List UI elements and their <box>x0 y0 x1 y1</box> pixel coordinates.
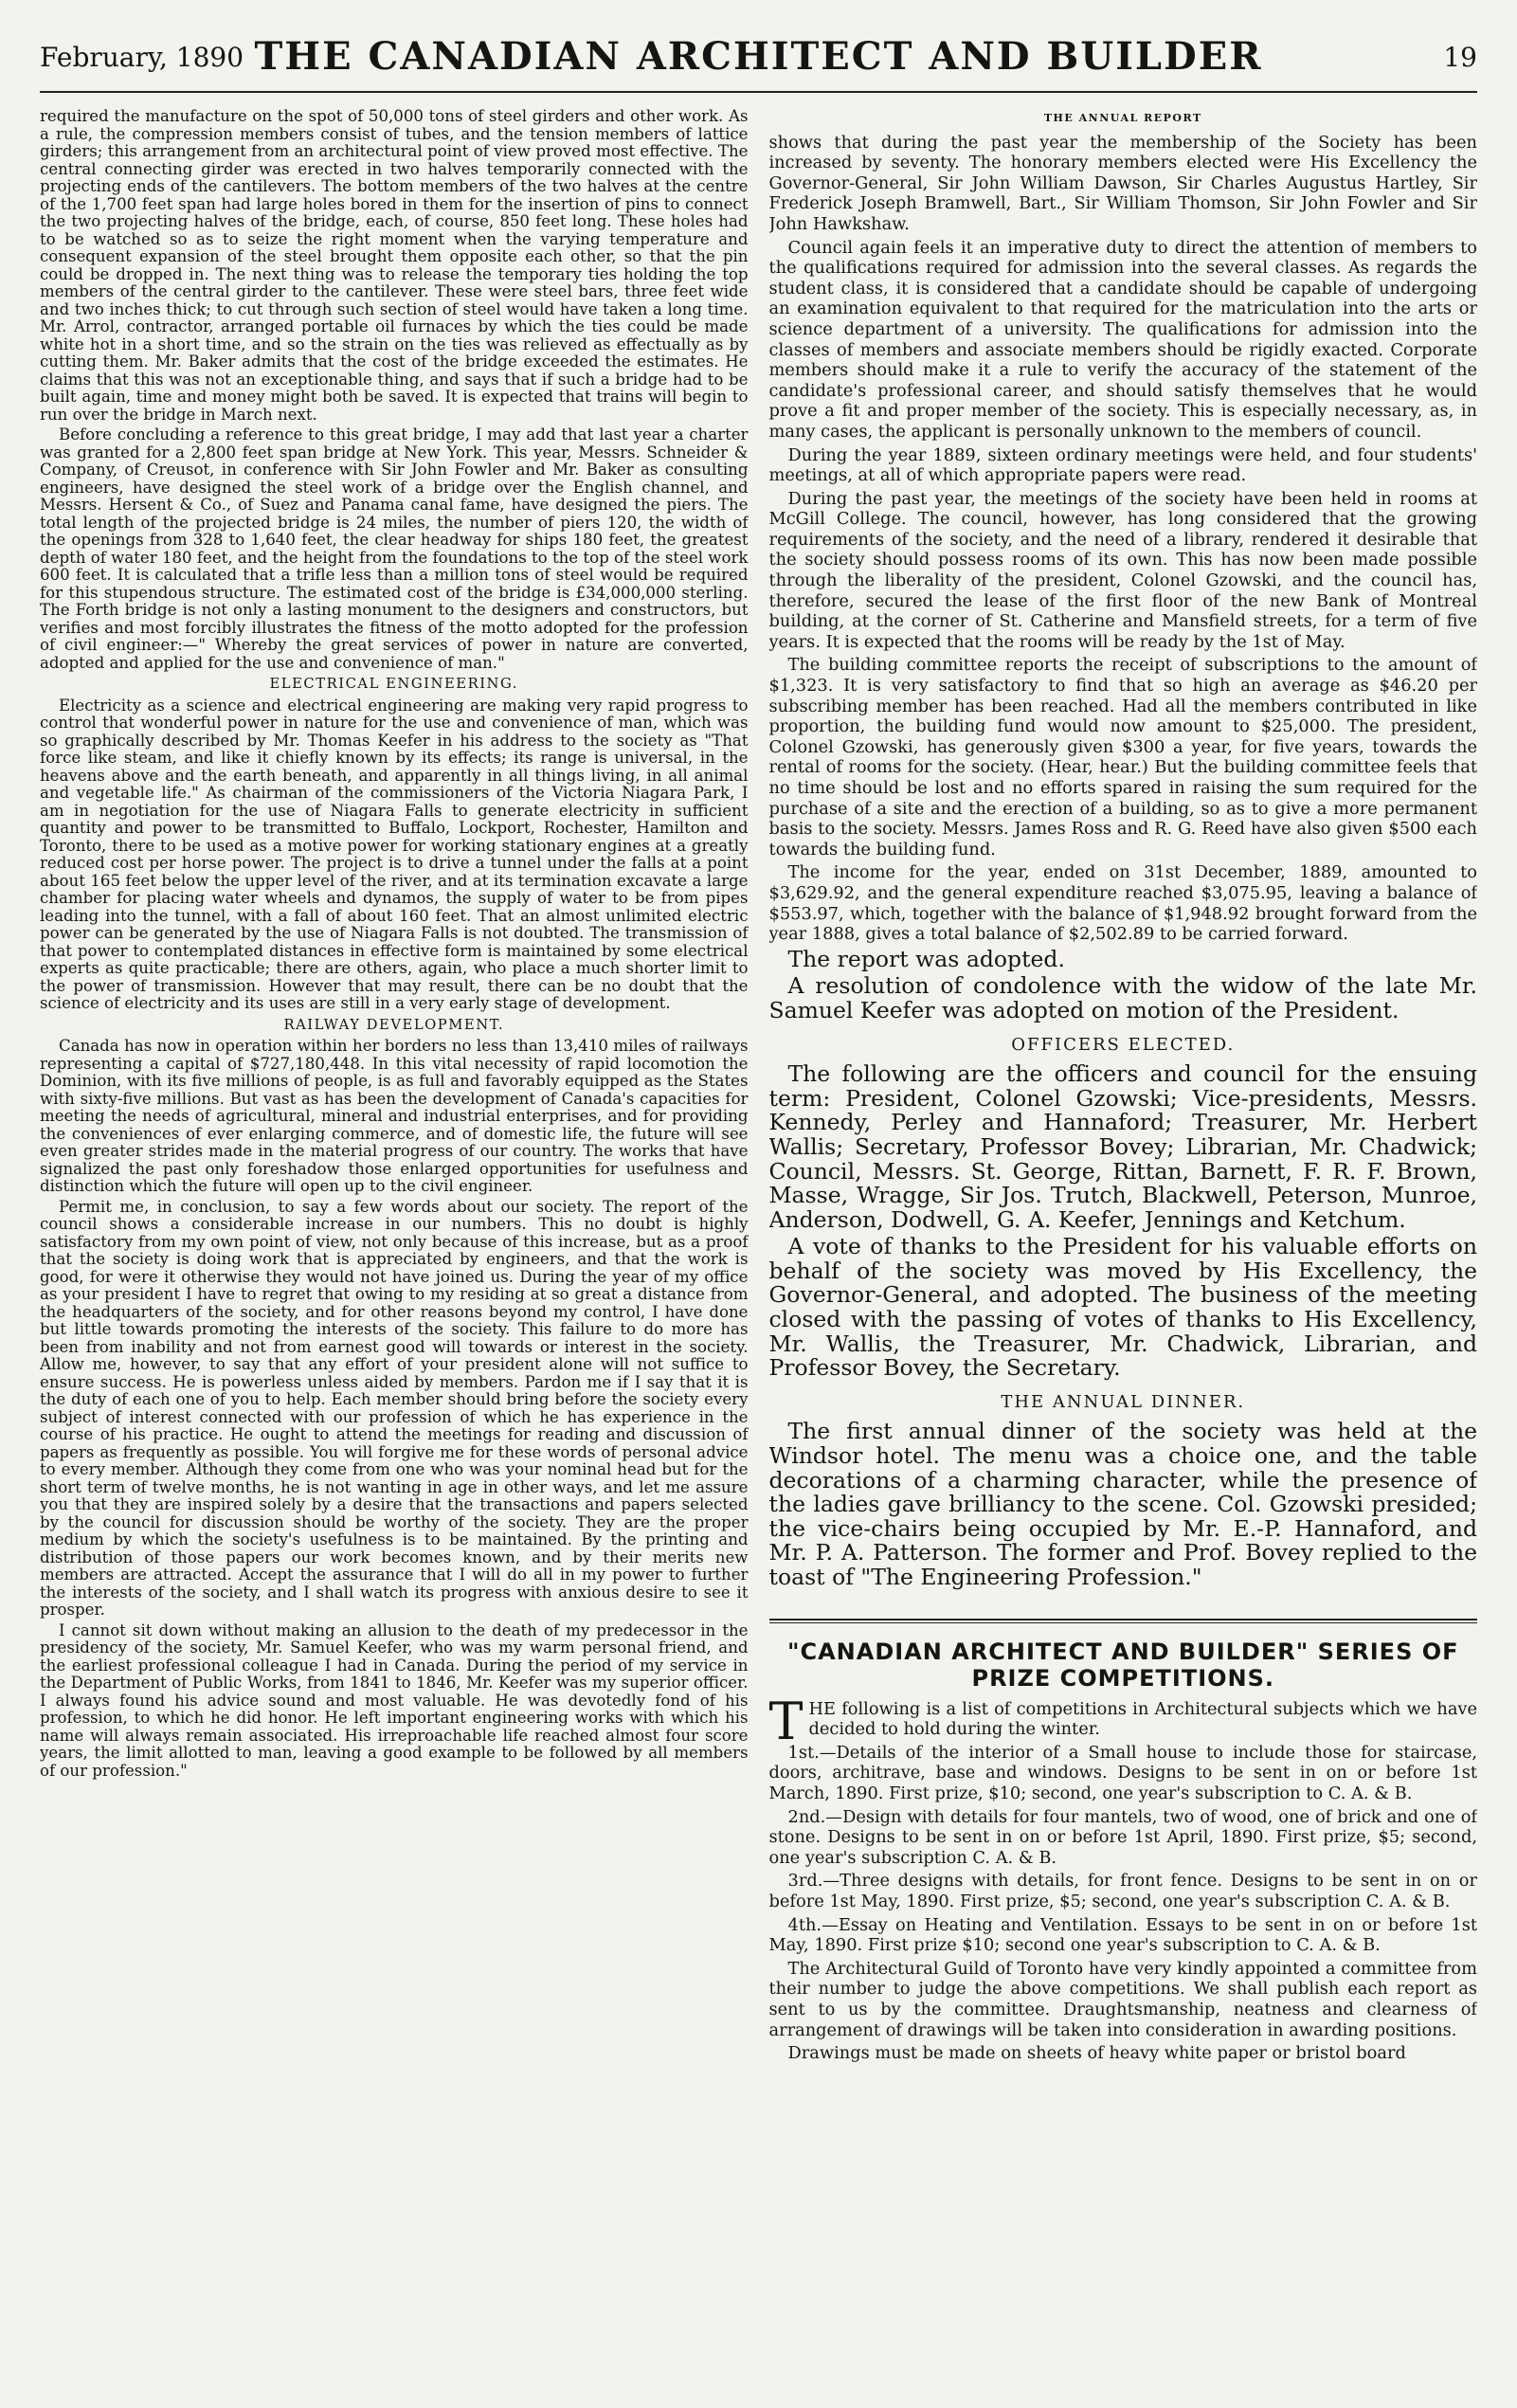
paragraph: shows that during the past year the membership of the Society has been increased by seventy. The honorary members elected were His Excellency the Governor-General, Sir John William Dawson, Sir Charles Augustus Hartley, Sir Frederick Joseph Bramwell, Bart., Sir William Thomson, Sir John Fowler and Sir John Hawkshaw. <box>768 132 1477 234</box>
page-header <box>40 28 1477 93</box>
competition-item: 2nd.—Design with details for four mantels, two of wood, one of brick and one of stone. Designs to be sent in on or before 1st April, 1890. First prize, $5; second, one year's subscription C. A. & B. <box>768 1806 1477 1868</box>
paragraph: The following are the officers and council for the ensuing term: President, Colonel Gzowski; Vice-presidents, Messrs. Kennedy, Perley and Hannaford; Treasurer, Mr. Herbert Wallis; Secretary, Professor Bovey; Librarian, Mr. Chadwick; Council, Messrs. St. George, Rittan, Barnett, F. R. F. Brown, Masse, Wragge, Sir Jos. Trutch, Blackwell, Peterson, Munroe, Anderson, Dodwell, G. A. Keefer, Jennings and Ketchum. <box>768 1060 1477 1233</box>
issue-date: February, 1890 <box>40 42 244 73</box>
paragraph: A resolution of condolence with the widow of the late Mr. Samuel Keefer was adopted on motion of the President. <box>768 972 1477 1023</box>
section-heading-dinner: THE ANNUAL DINNER. <box>1001 1391 1246 1412</box>
section-heading-electrical: ELECTRICAL ENGINEERING. <box>269 676 519 692</box>
section-heading-officers: OFFICERS ELECTED. <box>1011 1034 1236 1055</box>
intro-text: HE following is a list of competitions in Architectural subjects which we have decided to hold during the winter. <box>808 1698 1477 1740</box>
paragraph: A vote of thanks to the President for his valuable efforts on behalf of the society was moved by His Excellency, the Governor-General, and adopted. The business of the meeting closed with the passing of votes of thanks to His Excellency, Mr. Wallis, the Treasurer, Mr. Chadwick, Librarian, and Professor Bovey, the Secretary. <box>768 1233 1477 1382</box>
paragraph: The first annual dinner of the society was held at the Windsor hotel. The menu was a choice one, and the table decorations of a charming character, while the presence of the ladies gave brilliancy to the scene. Col. Gzowski presided; the vice-chairs being occupied by Mr. E.-P. Hannaford, and Mr. P. A. Patterson. The former and Prof. Bovey replied to the toast of "The Engineering Profession." <box>768 1418 1477 1590</box>
paragraph: required the manufacture on the spot of 50,000 tons of steel girders and other work. As a rule, the compression members consist of tubes, and the tension members of lattice girders; this arrangement from an architectural point of view proved most effective. The central connecting girder was erected in two halves temporarily connected with the projecting ends of the cantilevers. The bottom members of the two halves at the centre of the 1,700 feet span had large holes bored in them for the insertion of pins to connect the two projecting halves of the bridge, each, of course, 850 feet long. These holes had to be watched so as to seize the right moment when the varying temperature and consequent expansion of the steel brought them opposite each other, so that the pin could be dropped in. The next thing was to release the temporary ties holding the top members of the central girder to the cantilever. These were steel bars, three feet wide and two inches thick; to cut through such section of steel would have taken a long time. Mr. Arrol, contractor, arranged portable oil furnaces by which the ties could be made white hot in a short time, and so the strain on the ties was relieved as effectually as by cutting them. Mr. Baker admits that the cost of the bridge exceeded the estimates. He claims that this was not an exceptionable thing, and says that if such a bridge had to be built again, time and money might both be saved. It is expected that trains will begin to run over the bridge in March next. <box>40 108 749 424</box>
columns <box>40 93 1477 2067</box>
drop-cap: T <box>768 1691 804 1751</box>
paragraph: The building committee reports the receipt of subscriptions to the amount of $1,323. It is very satisfactory to find that so high an average as $46.20 per subscribing member has been reached. Had all the members contributed in like proportion, the building fund would now amount to $25,000. The president, Colonel Gzowski, has generously given $300 a year, for five years, towards the rental of rooms for the society. (Hear, hear.) But the building committee feels that no time should be lost and no efforts spared in raising the sum required for the purchase of a site and the erection of a building, so as to give a more permanent basis to the society. Messrs. James Ross and R. G. Reed have also given $500 each towards the building fund. <box>768 655 1477 860</box>
competition-item: 3rd.—Three designs with details, for front fence. Designs to be sent in on or before 1st May, 1890. First prize, $5; second, one year's subscription C. A. & B. <box>768 1871 1477 1911</box>
divider <box>769 1622 1478 1623</box>
page-number: 19 <box>1443 42 1477 73</box>
intro-paragraph <box>768 1691 1478 1751</box>
paragraph: During the past year, the meetings of the society have been held in rooms at McGill College. The council, however, has long considered that the growing requirements of the society, and the need of a library, rendered it desirable that the society should possess rooms of its own. This has now been made possible through the liberality of the president, Colonel Gzowski, and the council has, therefore, secured the lease of the first floor of the new Bank of Montreal building, at the corner of St. Catherine and Mansfield streets, for a term of five years. It is expected that the rooms will be ready by the 1st of May. <box>768 488 1477 652</box>
paragraph: Electricity as a science and electrical engineering are making very rapid progress to control that wonderful power in nature for the use and convenience of man, which was so graphically described by Mr. Thomas Keefer in his address to the society as "That force like steam, and like it chiefly known by its effects; its range is universal, in the heavens above and the earth beneath, and apparently in all things living, in all animal and vegetable life." As chairman of the commissioners of the Victoria Niagara Park, I am in negotiation for the use of Niagara Falls to generate electricity in sufficient quantity and power to be transmitted to Buffalo, Lockport, Rochester, Hamilton and Toronto, there to be used as a motive power for working stationary engines at a greatly reduced cost per horse power. The project is to drive a tunnel under the falls at a point about 165 feet below the upper level of the river, and at its termination excavate a large chamber for placing water wheels and dynamos, the supply of water to be from pipes leading into the tunnel, with a fall of about 160 feet. That an almost unlimited electric power can be generated by the use of Niagara Falls is not doubted. The transmission of that power to contemplated distances in effective form is maintained by some electrical experts as quite practicable; there are others, again, who place a much shorter limit to the power of transmission. However that may result, there can be no doubt that the science of electricity and its uses are still in a very early stage of development. <box>40 696 749 1012</box>
paragraph: I cannot sit down without making an allusion to the death of my predecessor in the presidency of the society, Mr. Samuel Keefer, who was my warm personal friend, and the earliest professional colleague I had in Canada. During the period of my service in the Department of Public Works, from 1841 to 1846, Mr. Keefer was my superior officer. I always found his advice sound and most valuable. He was devotedly fond of his profession, to which he did honor. He left important engineering works with which his name will always remain associated. His irreproachable life reached almost four score years, the limit allotted to man, leaving a good example to be followed by all members of our profession." <box>40 1620 749 1780</box>
competition-item: 4th.—Essay on Heating and Ventilation. Essays to be sent in on or before 1st May, 1890. First prize $10; second one year's subscription to C. A. & B. <box>768 1914 1477 1956</box>
right-column <box>769 108 1478 2067</box>
paragraph: Canada has now in operation within her borders no less than 13,410 miles of railways representing a capital of $727,180,448. In this vital necessity of rapid locomotion the Dominion, with its five millions of people, is as full and favorably equipped as the States with sixty-five millions. But vast as has been the development of Canada's capacities for meeting the needs of agricultural, mineral and industrial enterprises, and for providing the conveniences of ever enlarging commerce, and of domestic life, the future will see even greater strides made in the material progress of our country. The works that have signalized the past only foreshadow those enlarged opportunities for usefulness and distinction which the future will open up to the civil engineer. <box>40 1037 749 1195</box>
left-column <box>40 108 749 2067</box>
divider <box>769 1619 1478 1620</box>
paragraph: The report was adopted. <box>787 945 1065 972</box>
paragraph: Before concluding a reference to this great bridge, I may add that last year a charter was granted for a 2,800 feet span bridge at New York. This year, Messrs. Schneider & Company, of Creusot, in conference with Sir John Fowler and Mr. Baker as consulting engineers, have designed the steel work of a bridge over the English channel, and Messrs. Hersent & Co., of Suez and Panama canal fame, have designed the piers. The total length of the projected bridge is 24 miles, the number of piers 120, the width of the openings from 328 to 1,640 feet, the clear headway for ships 180 feet, the greatest depth of water 180 feet, and the height from the foundations to the top of the steel work 600 feet. It is calculated that a trifle less than a million tons of steel would be required for this stupendous structure. The estimated cost of the bridge is £34,000,000 sterling. The Forth bridge is not only a lasting monument to the designers and constructors, but verifies and most forcibly illustrates the fitness of the motto adopted for the profession of civil engineer:—" Whereby the great services of power in nature are converted, adopted and applied for the use and convenience of man." <box>40 425 749 672</box>
competition-item: 1st.—Details of the interior of a Small house to include those for staircase, doors, architrave, base and windows. Designs to be sent in on or before 1st March, 1890. First prize, $10; second, one year's subscription to C. A. & B. <box>768 1742 1477 1803</box>
paragraph: During the year 1889, sixteen ordinary meetings were held, and four students' meetings, at all of which appropriate papers were read. <box>768 444 1477 486</box>
masthead-title: THE CANADIAN ARCHITECT AND BUILDER <box>254 34 1263 79</box>
paragraph: Drawings must be made on sheets of heavy white paper or bristol board <box>787 2043 1406 2064</box>
paragraph: The income for the year, ended on 31st December, 1889, amounted to $3,629.92, and the general expenditure reached $3,075.95, leaving a balance of $553.97, which, together with the balance of $1,948.92 brought forward from the year 1888, gives a total balance of $2,502.89 to be carried forward. <box>768 862 1477 945</box>
paragraph: Council again feels it an imperative duty to direct the attention of members to the qualifications required for admission into the several classes. As regards the student class, it is considered that a candidate should be capable of undergoing an examination equivalent to that required for the matriculation into the arts or science department of a university. The qualifications for admission into the classes of members and associate members should be rigidly exacted. Corporate members should make it a rule to verify the accuracy of the statement of the candidate's professional career, and should satisfy themselves that he would prove a fit and proper member of the society. This is especially necessary, as, in many cases, the applicant is personally unknown to the members of council. <box>768 237 1477 442</box>
series-title: "CANADIAN ARCHITECT AND BUILDER" SERIES OF PRIZE COMPETITIONS. <box>786 1638 1459 1692</box>
section-heading-annual-report: THE ANNUAL REPORT <box>1043 112 1202 124</box>
paragraph: The Architectural Guild of Toronto have very kindly appointed a committee from their number to judge the above competitions. We shall publish each report as sent to us by the committee. Draughtsmanship, neatness and clearness of arrangement of drawings will be taken into consideration in awarding positions. <box>768 1958 1477 2040</box>
paragraph: Permit me, in conclusion, to say a few words about our society. The report of the council shows a considerable increase in our numbers. This no doubt is highly satisfactory from my own point of view, not only because of this increase, but as a proof that the society is doing work that is appreciated by engineers, and that the work is good, for were it otherwise they would not have joined us. During the year of my office as your president I have to regret that owing to my residing at so great a distance from the headquarters of the society, and for other reasons beyond my control, I have done but little towards promoting the interests of the society. This failure to do more has been from inability and not from earnest good will towards or interest in the society. Allow me, however, to say that any effort of your president alone will not suffice to ensure success. He is powerless unless aided by members. Pardon me if I say that it is the duty of each one of you to help. Each member should bring before the society every subject of interest connected with our profession of which he has experience in the course of his practice. He ought to attend the meetings for reading and discussion of papers as frequently as possible. You will forgive me for these words of personal advice to every member. Although they come from one who was your nominal head but for the short term of twelve months, he is not wanting in age in other ways, and let me assure you that they are inspired solely by a desire that the transactions and papers selected by the council for discussion should be worthy of the society. They are the proper medium by which the society's usefulness is to be maintained. By the printing and distribution of those papers our work becomes known, and by their merits new members are attracted. Accept the assurance that I will do all in my power to further the interests of the society, and I shall watch its progress with anxious desire to see it prosper. <box>40 1197 749 1619</box>
section-heading-railway: RAILWAY DEVELOPMENT. <box>283 1016 505 1033</box>
